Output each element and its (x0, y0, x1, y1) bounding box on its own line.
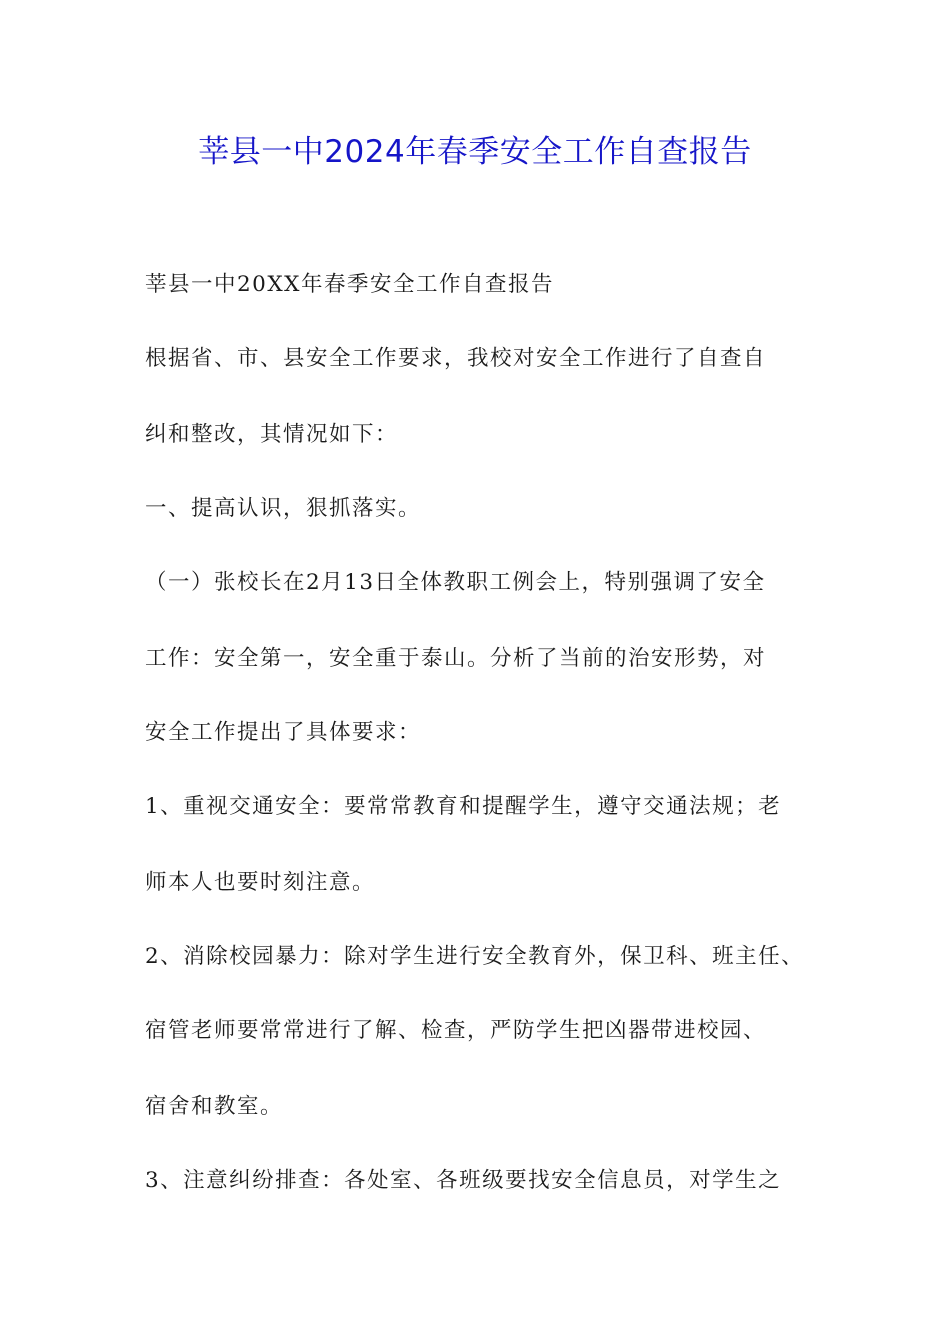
document-title: 莘县一中2024年春季安全工作自查报告 (198, 134, 752, 170)
paragraph-line: 安全工作提出了具体要求： (145, 720, 422, 745)
paragraph-line: 工作：安全第一，安全重于泰山。分析了当前的治安形势，对 (145, 646, 767, 671)
list-item-line: 2、消除校园暴力：除对学生进行安全教育外，保卫科、班主任、 (145, 944, 805, 969)
list-item-line: 师本人也要时刻注意。 (145, 870, 376, 895)
list-item-line: 宿管老师要常常进行了解、检查，严防学生把凶器带进校园、 (145, 1018, 767, 1043)
list-item-line: 1、重视交通安全：要常常教育和提醒学生，遵守交通法规；老 (145, 794, 782, 819)
paragraph-line: 根据省、市、县安全工作要求，我校对安全工作进行了自查自 (145, 346, 767, 371)
list-item-line: 3、注意纠纷排查：各处室、各班级要找安全信息员，对学生之 (145, 1168, 782, 1193)
list-item-line: 宿舍和教室。 (145, 1094, 284, 1119)
section-heading: 一、提高认识，狠抓落实。 (145, 496, 422, 521)
paragraph-line: 纠和整改，其情况如下： (145, 422, 399, 447)
doc-subtitle-line: 莘县一中20XX年春季安全工作自查报告 (145, 272, 554, 297)
paragraph-line: （一）张校长在2月13日全体教职工例会上，特别强调了安全 (145, 570, 766, 595)
